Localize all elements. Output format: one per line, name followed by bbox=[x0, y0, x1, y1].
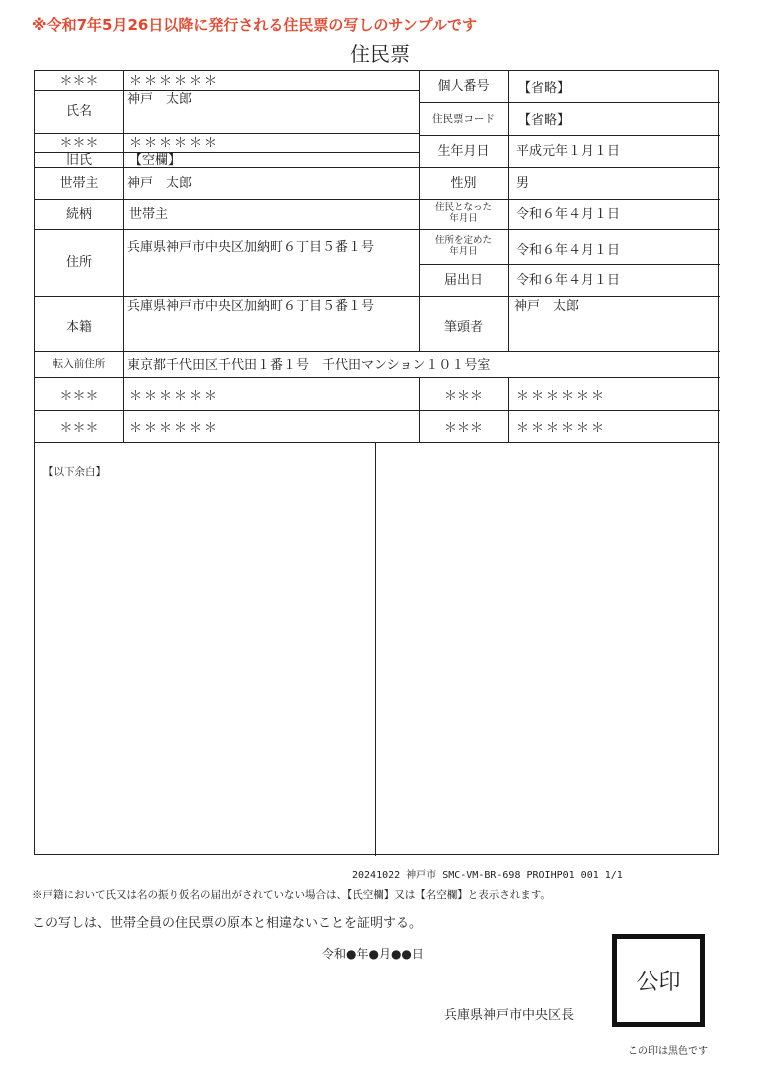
left-row3-label: ＊＊＊ bbox=[59, 136, 99, 151]
seal-color-note: この印は黒色です bbox=[628, 1046, 708, 1057]
sex-value: 男 bbox=[516, 176, 530, 191]
previous-address-label: 転入前住所 bbox=[52, 358, 106, 370]
name-value: 神戸 太郎 bbox=[127, 92, 193, 107]
right-extra2-value: ＊＊＊＊＊＊ bbox=[516, 421, 607, 436]
address-label: 住所 bbox=[65, 255, 92, 270]
left-row3-value: ＊＊＊＊＊＊ bbox=[129, 136, 220, 151]
domicile-value: 兵庫県神戸市中央区加納町６丁目５番１号 bbox=[127, 299, 375, 314]
sample-notice: ※令和7年5月26日以降に発行される住民票の写しのサンプルです bbox=[32, 16, 477, 34]
set-address-value: 令和６年４月１日 bbox=[516, 243, 621, 258]
head-of-register-label: 筆頭者 bbox=[443, 320, 483, 335]
left-extra1-label: ＊＊＊ bbox=[59, 389, 99, 404]
certification-statement: この写しは、世帯全員の住民票の原本と相違ないことを証明する。 bbox=[32, 916, 423, 931]
document-title: 住民票 bbox=[350, 42, 410, 66]
address-value: 兵庫県神戸市中央区加納町６丁目５番１号 bbox=[127, 240, 375, 255]
right-extra2-label: ＊＊＊ bbox=[443, 421, 483, 436]
birth-date-value: 平成元年１月１日 bbox=[516, 144, 621, 159]
remarks-blank-below: 【以下余白】 bbox=[43, 466, 106, 478]
sex-label: 性別 bbox=[450, 176, 477, 191]
right-extra1-label: ＊＊＊ bbox=[443, 389, 483, 404]
official-seal-text: 公印 bbox=[636, 970, 681, 995]
relation-value: 世帯主 bbox=[129, 207, 169, 222]
resident-code-value: 【省略】 bbox=[518, 113, 571, 128]
furigana-note: ※戸籍において氏又は名の振り仮名の届出がされていない場合は、【氏空欄】又は【名空欄】と表示されます。 bbox=[32, 889, 551, 901]
set-address-label-line2: 年月日 bbox=[449, 245, 478, 257]
left-extra1-value: ＊＊＊＊＊＊ bbox=[129, 389, 220, 404]
set-address-label bbox=[419, 236, 508, 258]
former-name-label: 旧氏 bbox=[65, 153, 92, 168]
left-extra2-value: ＊＊＊＊＊＊ bbox=[129, 421, 220, 436]
set-address-label-line1: 住所を定めた bbox=[434, 235, 492, 246]
my-number-label: 個人番号 bbox=[437, 79, 490, 94]
certification-date: 令和●年●月●●日 bbox=[322, 947, 424, 961]
resident-code-label: 住民票コード bbox=[432, 113, 495, 125]
became-resident-label bbox=[419, 203, 508, 225]
left-row1-value: ＊＊＊＊＊＊ bbox=[129, 74, 220, 89]
became-resident-label-line1: 住民となった bbox=[434, 202, 492, 213]
notification-date-value: 令和６年４月１日 bbox=[516, 273, 621, 288]
name-label: 氏名 bbox=[65, 104, 92, 119]
left-extra2-label: ＊＊＊ bbox=[59, 421, 99, 436]
official-seal bbox=[612, 934, 705, 1027]
former-name-value: 【空欄】 bbox=[129, 153, 182, 168]
left-row1-label: ＊＊＊ bbox=[59, 74, 99, 89]
right-extra1-value: ＊＊＊＊＊＊ bbox=[516, 389, 607, 404]
domicile-label: 本籍 bbox=[65, 320, 92, 335]
notification-date-label: 届出日 bbox=[443, 273, 483, 288]
birth-date-label: 生年月日 bbox=[437, 144, 490, 159]
became-resident-value: 令和６年４月１日 bbox=[516, 207, 621, 222]
resident-record-table bbox=[34, 70, 719, 855]
my-number-value: 【省略】 bbox=[518, 81, 571, 96]
relation-label: 続柄 bbox=[65, 207, 92, 222]
head-of-register-value: 神戸 太郎 bbox=[514, 299, 580, 314]
previous-address-value: 東京都千代田区千代田１番１号 千代田マンション１０１号室 bbox=[127, 358, 491, 373]
issue-code-line: 20241022 神戸市 SMC-VM-BR-698 PROIHP01 001 1/1 bbox=[352, 870, 623, 881]
became-resident-label-line2: 年月日 bbox=[449, 212, 478, 224]
household-head-value: 神戸 太郎 bbox=[127, 176, 193, 191]
household-head-label: 世帯主 bbox=[59, 176, 99, 191]
issuer-name: 兵庫県神戸市中央区長 bbox=[444, 1008, 575, 1023]
